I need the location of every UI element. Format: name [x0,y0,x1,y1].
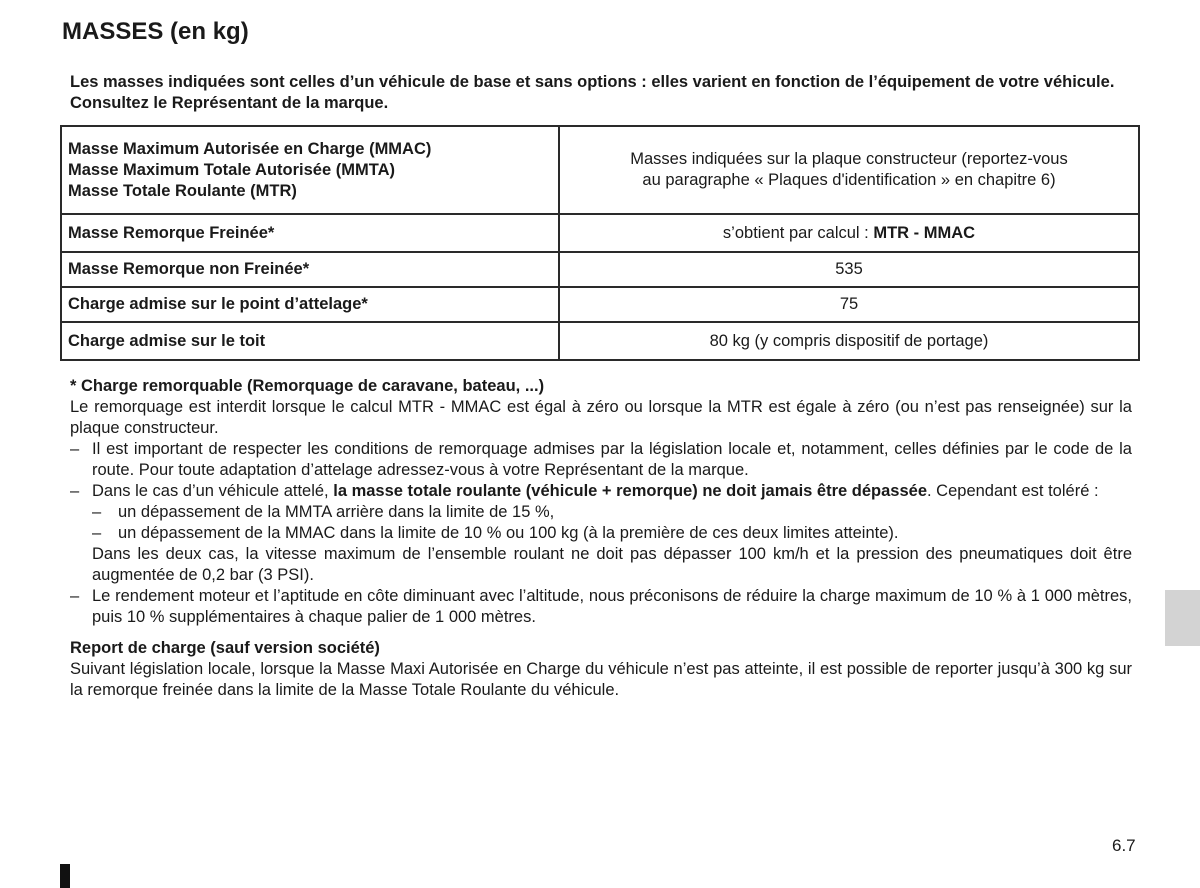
row-value [559,214,1139,252]
row-label: Masse Remorque Freinée* [61,214,559,252]
sub-list-item: – un dépassement de la MMAC dans la limite de 10 % ou 100 kg (à la première de ces deux limites atteinte). [92,523,1132,544]
item-suffix: . Cependant est toléré : [927,482,1099,500]
value-prefix: s’obtient par calcul : [722,223,874,242]
label-mtr: Masse Totale Roulante (MTR) [68,181,297,200]
item-emphasis: la masse totale roulante (véhicule + remorque) ne doit jamais être dépassée [333,482,928,500]
corner-mark [60,864,70,888]
value-formula: MTR - MMAC [873,223,976,242]
sub-list [70,502,1132,586]
list-item: – Il est important de respecter les conditions de remorquage admises par la législation locale et, notamment, celles définies par le code de la route. Pour toute adaptation d’attelage adressez-vous à votre Représentant de la marque. [70,439,1132,481]
table-row [61,322,1139,360]
spacer [70,628,1132,638]
list-item-continuation: Dans les deux cas, la vitesse maximum de l’ensemble roulant ne doit pas dépasser 100 km/h et la pression des pneumatiques doit être augmentée de 0,2 bar (3 PSI). [92,545,1132,584]
report-heading: Report de charge (sauf version société) [70,639,380,657]
notes-paragraph: Le remorquage est interdit lorsque le calcul MTR - MMAC est égal à zéro ou lorsque la MTR est égale à zéro (ou n’est pas renseignée) sur la plaque constructeur. [70,398,1132,437]
row-value [559,126,1139,214]
value-line-2: au paragraphe « Plaques d'identification » en chapitre 6) [642,171,1056,189]
page-number: 6.7 [1112,836,1136,855]
page-title: MASSES (en kg) [62,18,249,45]
row-value: 535 [559,252,1139,287]
item-prefix: Dans le cas d’un véhicule attelé, [92,482,334,500]
row-value: 80 kg (y compris dispositif de portage) [559,322,1139,360]
chapter-tab [1165,590,1200,646]
intro-text: Les masses indiquées sont celles d’un véhicule de base et sans options : elles varient en fonction de l’équipement de votre véhicule. Consultez le Représentant de la marque. [70,73,1115,112]
label-mmta: Masse Maximum Totale Autorisée (MMTA) [68,160,395,179]
row-label: Charge admise sur le toit [61,322,559,360]
notes-heading: * Charge remorquable (Remorquage de caravane, bateau, ...) [70,377,545,395]
value-line-1: Masses indiquées sur la plaque constructeur (reportez-vous [630,150,1068,168]
table-row [61,214,1139,252]
masses-table [60,125,1140,361]
table-row [61,252,1139,287]
label-mmac: Masse Maximum Autorisée en Charge (MMAC) [68,139,432,158]
row-value: 75 [559,287,1139,322]
notes-section [70,376,1132,701]
list-item [70,481,1132,502]
row-label: Charge admise sur le point d’attelage* [61,287,559,322]
sub-list-item: – un dépassement de la MMTA arrière dans la limite de 15 %, [92,502,1132,523]
report-text: Suivant législation locale, lorsque la Masse Maxi Autorisée en Charge du véhicule n’est pas atteinte, il est possible de reporter jusqu’à 300 kg sur la remorque freinée dans la limite de la Masse Totale Roulante du véhicule. [70,660,1132,699]
table-row [61,287,1139,322]
list-item: – Le rendement moteur et l’aptitude en côte diminuant avec l’altitude, nous préconisons de réduire la charge maximum de 10 % à 1 000 mètres, puis 10 % supplémentaires à chaque palier de 1 000 mètres. [70,586,1132,628]
row-label [61,126,559,214]
table-row [61,126,1139,214]
row-label: Masse Remorque non Freinée* [61,252,559,287]
